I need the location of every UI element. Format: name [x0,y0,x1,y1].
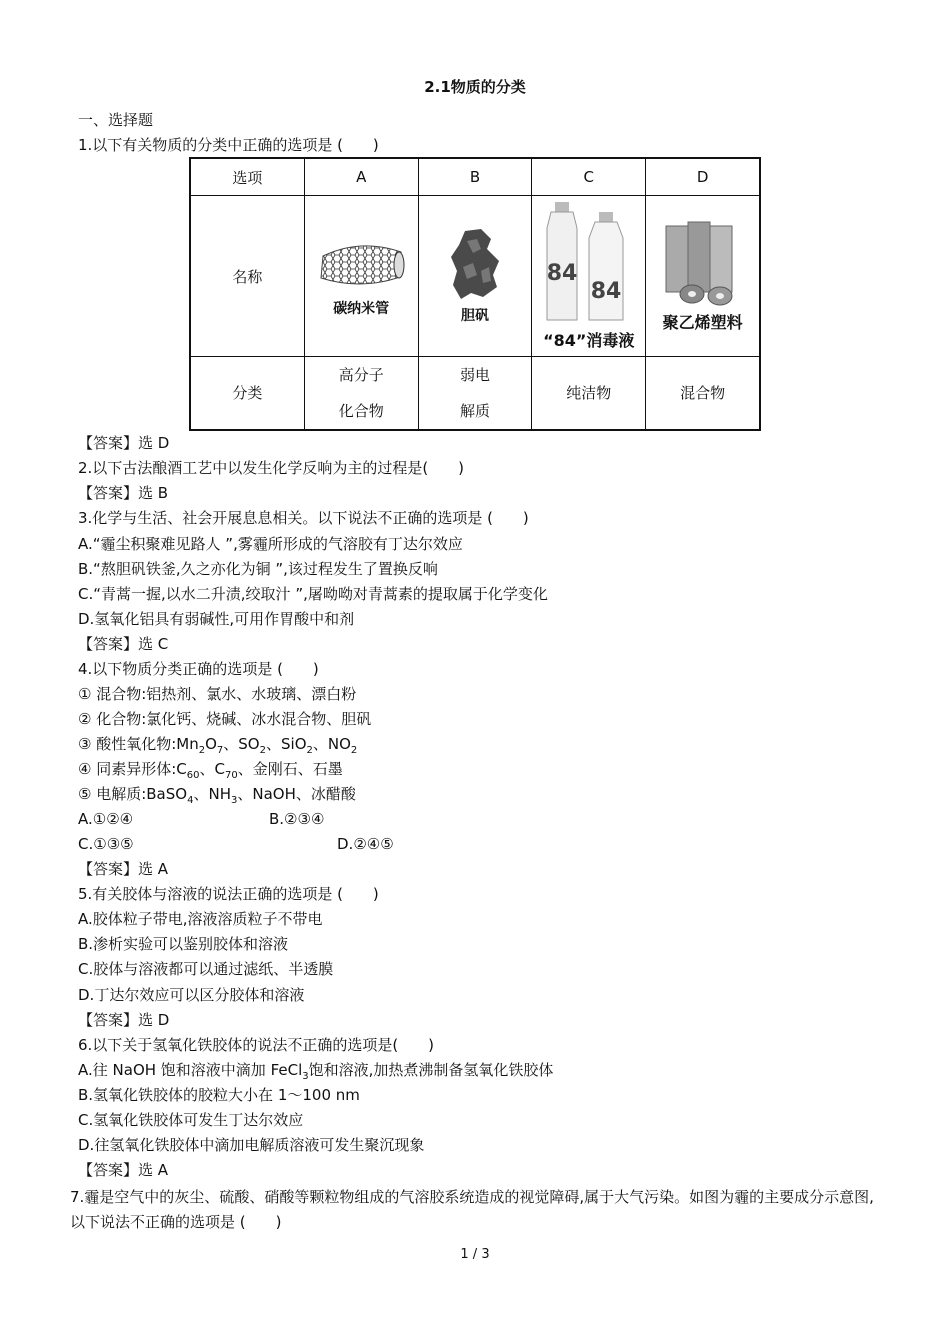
question-1-table [189,157,761,431]
svg-text:84: 84 [590,278,622,304]
question-4-item-2: ② 化合物:氯化钙、烧碱、冰水混合物、胆矾 [78,710,372,728]
question-3-option-a: A.“霾尘积聚难见路人 ”,雾霾所形成的气溶胶有丁达尔效应 [78,535,463,553]
table-header-cell: B [418,158,532,196]
question-4-item-4: ④ 同素异形体$:C_{60}$、$C_{70}$、金刚石、石墨 [78,760,343,781]
item-prefix: ④ 同素异形体:C [78,760,187,778]
item-prefix: ③ 酸性氧化物:Mn [78,735,199,753]
question-6-option-d: D.往氢氧化铁胶体中滴加电解质溶液可发生聚沉现象 [78,1136,425,1154]
class-cell: 纯洁物 [532,357,646,431]
table-header-cell: D [646,158,760,196]
class-text: 弱电 [459,366,490,384]
answer-4: 【答案】选 A [78,860,169,878]
answer-1: 【答案】选 D [78,434,170,452]
option-prefix: A.往 NaOH 饱和溶液中滴加 FeCl [78,1061,303,1079]
table-header-cell: C [532,158,646,196]
class-row-label: 分类 [190,357,304,431]
question-4-item-1: ① 混合物:铝热剂、氯水、水玻璃、漂白粉 [78,685,357,703]
class-text: 化合物 [338,402,384,420]
question-7-stem: 7.霾是空气中的灰尘、硫酸、硝酸等颗粒物组成的气溶胶系统造成的视觉障碍,属于大气污染。如图为霾的主要成分示意图,以下说法不正确的选项是 ( ) [70,1188,874,1231]
svg-text:84: 84 [546,260,578,286]
question-1-stem: 1.以下有关物质的分类中正确的选项是 ( ) [78,136,379,154]
answer-2: 【答案】选 B [78,484,169,502]
carbon-nanotube-cell [304,196,418,357]
question-4-option-b: B.②③④ [269,810,325,828]
question-5-option-d: D.丁达尔效应可以区分胶体和溶液 [78,986,305,1004]
question-6-stem: 6.以下关于氢氧化铁胶体的说法不正确的选项是( ) [78,1036,435,1054]
question-5-stem: 5.有关胶体与溶液的说法正确的选项是 ( ) [78,885,379,903]
question-6-option-b: B.氢氧化铁胶体的胶粒大小在 1～100 nm [78,1086,360,1104]
question-4-item-5: ⑤ 电解质:BaSO$_4$、$NH_3$、NaOH、冰醋酸 [78,785,356,806]
question-4-option-d: D.②④⑤ [337,835,394,853]
question-2-stem: 2.以下古法酿酒工艺中以发生化学反响为主的过程是( ) [78,459,465,477]
question-3-option-d: D.氢氧化铝具有弱碱性,可用作胃酸中和剂 [78,610,355,628]
answer-5: 【答案】选 D [78,1011,170,1029]
disinfectant-cell [532,196,646,357]
question-4-item-3: ③ 酸性氧化物$:Mn_2O_7$、$SO_2$、SiO$_2$、$NO_2$ [78,735,358,756]
answer-6: 【答案】选 A [78,1161,169,1179]
polyethylene-cell [646,196,760,357]
class-cell [418,357,532,431]
question-4-option-c: C.①③⑤ [78,835,134,853]
class-text: 高分子 [338,366,384,384]
disinfectant-bottles-image [541,202,637,324]
carbon-nanotube-image [317,234,405,294]
class-text: 解质 [459,402,490,420]
name-row-label: 名称 [190,196,304,357]
question-4-stem: 4.以下物质分类正确的选项是 ( ) [78,660,319,678]
table-header-cell: A [304,158,418,196]
page-title: 2.1物质的分类 [424,78,526,96]
section-heading: 一、选择题 [78,111,154,129]
question-3-stem: 3.化学与生活、社会开展息息相关。以下说法不正确的选项是 ( ) [78,509,529,527]
name-label: “84”消毒液 [543,330,635,350]
plastic-rolls-image [658,220,748,306]
question-3-option-c: C.“青蒿一握,以水二升渍,绞取汁 ”,屠呦呦对青蒿素的提取属于化学变化 [78,585,548,603]
question-4-option-a: A.①②④ [78,810,134,828]
blue-vitriol-cell [418,196,532,357]
answer-3: 【答案】选 C [78,635,169,653]
option-suffix: 饱和溶液,加热煮沸制备氢氧化铁胶体 [308,1061,554,1079]
question-5-option-b: B.渗析实验可以鉴别胶体和溶液 [78,935,289,953]
blue-vitriol-image [447,227,503,301]
table-header-cell: 选项 [190,158,304,196]
question-3-option-b: B.“熬胆矾铁釜,久之亦化为铜 ”,该过程发生了置换反响 [78,560,438,578]
question-6-option-a: A.往 NaOH 饱和溶液中滴加 FeCl$_3$饱和溶液,加热煮沸制备氢氧化铁胶体 [78,1061,554,1082]
item-prefix: ⑤ 电解质:BaSO [78,785,188,803]
question-5-option-c: C.胶体与溶液都可以通过滤纸、半透膜 [78,960,334,978]
class-cell [304,357,418,431]
question-6-option-c: C.氢氧化铁胶体可发生丁达尔效应 [78,1111,304,1129]
name-label: 碳纳米管 [333,301,390,317]
name-label: 聚乙烯塑料 [662,312,743,332]
class-cell: 混合物 [646,357,760,431]
page-number: 1 / 3 [460,1247,490,1262]
name-label: 胆矾 [460,308,489,324]
question-5-option-a: A.胶体粒子带电,溶液溶质粒子不带电 [78,910,323,928]
